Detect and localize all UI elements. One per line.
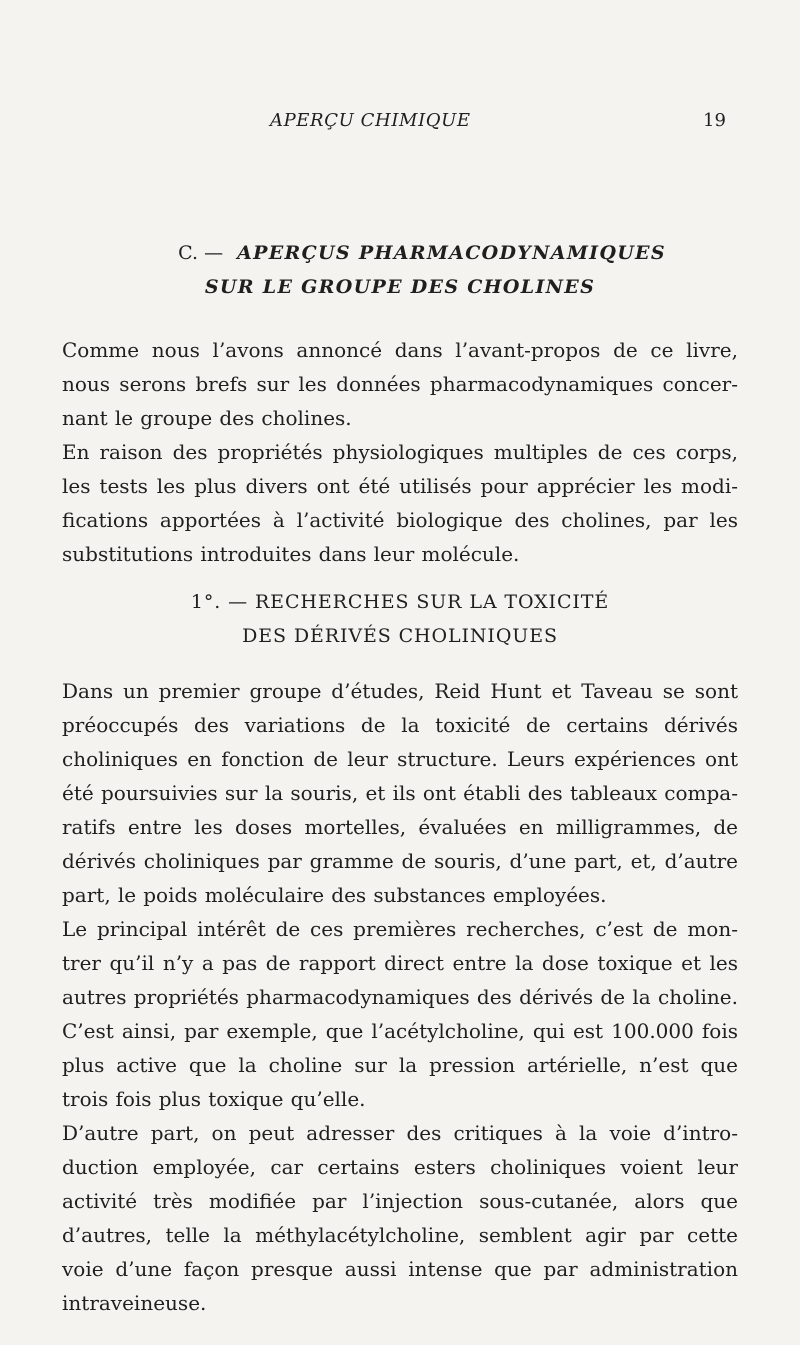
section-prefix: C. — xyxy=(178,242,224,264)
intro-paragraph: Comme nous l’avons annoncé dans l’avant-propos de ce livre, nous serons brefs sur les données pharmacodynamiques concernant le groupe des cholines. xyxy=(62,338,738,430)
toxicity-paragraph: Dans un premier groupe d’études, Reid Hunt et Taveau se sont préoccupés des variations de la toxicité de certains dérivés choliniques en fonction de leur structure. Leurs expériences ont été poursuivies sur la souris, et ils ont établi des tableaux comparatifs entre les doses mortelles, évaluées en milligrammes, de dérivés choliniques par gramme de souris, d’une part, et, d’autre part, le poids moléculaire des substances employées. xyxy=(62,679,738,907)
intro-text xyxy=(62,333,738,571)
subsection-heading-line-1: 1°. — RECHERCHES SUR LA TOXICITÉ xyxy=(190,591,610,613)
subsection-heading xyxy=(0,585,800,653)
toxicity-paragraph: D’autre part, on peut adresser des critiques à la voie d’introduction employée, car certains esters choliniques voient leur activité très modifiée par l’injection sous-cutanée, alors que d’autres, telle la méthylacétylcholine, semblent agir par cette voie d’une façon presque aussi intense que par administration intraveineuse. xyxy=(62,1121,738,1315)
intro-paragraph: En raison des propriétés physiologiques multiples de ces corps, les tests les plus divers ont été utilisés pour apprécier les modifications apportées à l’activité biologique des cholines, par les substitutions introduites dans leur molécule. xyxy=(62,440,738,566)
section-heading xyxy=(0,236,800,304)
section-title-sub: SUR LE GROUPE DES CHOLINES xyxy=(204,276,596,298)
section-title-main: APERÇUS PHARMACODYNAMIQUES xyxy=(237,242,666,264)
section-heading-line-1 xyxy=(22,236,800,270)
subsection-heading-line-2: DES DÉRIVÉS CHOLINIQUES xyxy=(242,625,558,647)
running-head xyxy=(0,110,800,134)
toxicity-paragraph: Le principal intérêt de ces premières recherches, c’est de montrer qu’il n’y a pas de rapport direct entre la dose toxique et les autres propriétés pharmacodynamiques des dérivés de la choline. C’est ainsi, par exemple, que l’acétylcholine, qui est 100.000 fois plus active que la choline sur la pression artérielle, n’est que trois fois plus toxique qu’elle. xyxy=(62,917,738,1111)
toxicity-text xyxy=(62,674,738,1320)
page-number: 19 xyxy=(703,110,726,131)
section-heading-line-2 xyxy=(0,270,800,304)
running-title: APERÇU CHIMIQUE xyxy=(270,110,471,131)
